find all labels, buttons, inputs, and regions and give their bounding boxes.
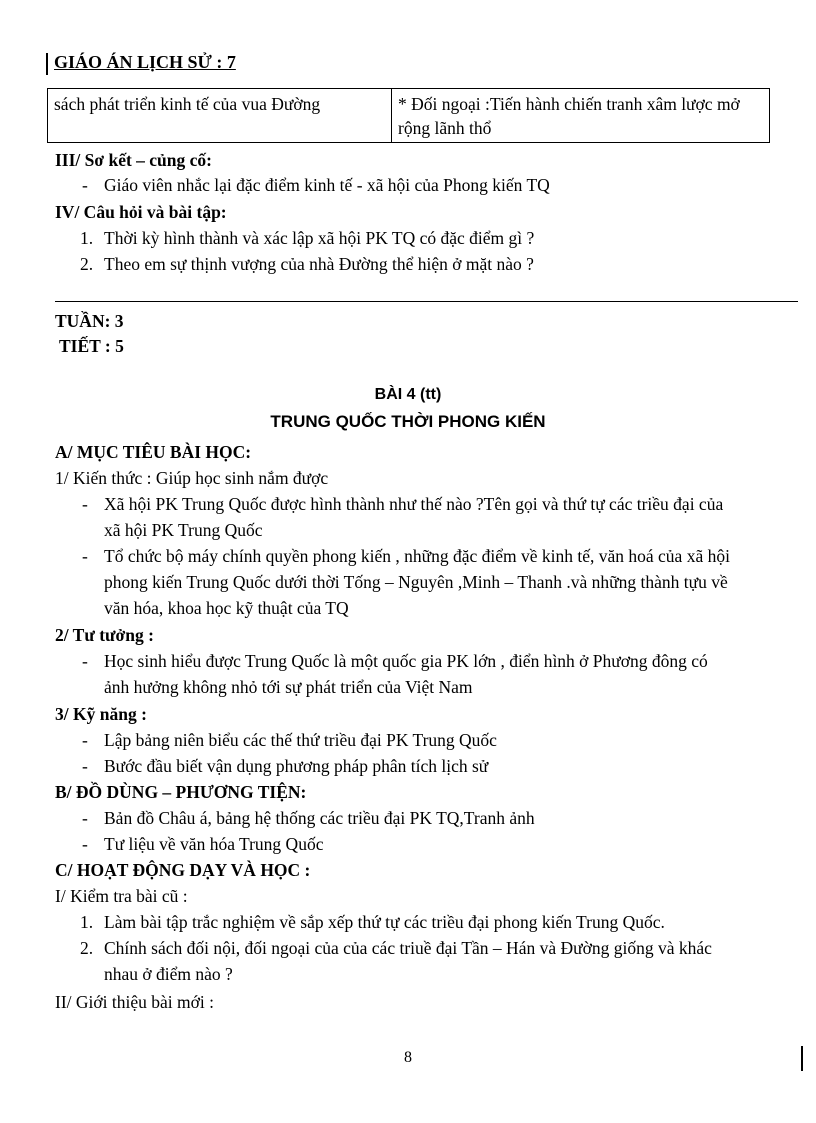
bullet-dash: - xyxy=(82,546,88,566)
section3-item: Giáo viên nhắc lại đặc điểm kinh tế - xã hội của Phong kiến TQ xyxy=(104,175,550,195)
knowledge-item1-line2: xã hội PK Trung Quốc xyxy=(104,520,263,540)
lesson-number: BÀI 4 (tt) xyxy=(374,386,442,403)
thought-title: 2/ Tư tưởng : xyxy=(55,625,154,645)
list-number: 1. xyxy=(80,228,94,248)
section3-title: III/ Sơ kết – củng cố: xyxy=(55,150,212,170)
knowledge-item2-line3: văn hóa, khoa học kỹ thuật của TQ xyxy=(104,598,349,618)
header-margin-bar xyxy=(46,53,48,75)
knowledge-title: 1/ Kiến thức : Giúp học sinh nắm được xyxy=(55,468,329,488)
skills-title: 3/ Kỹ năng : xyxy=(55,704,147,724)
knowledge-item2-line2: phong kiến Trung Quốc dưới thời Tống – Nguyên ,Minh – Thanh .và những thành tựu về xyxy=(104,572,728,592)
list-number: 2. xyxy=(80,254,94,274)
section-divider xyxy=(55,301,798,302)
header-title: GIÁO ÁN LỊCH SỬ : 7 xyxy=(54,52,236,72)
bullet-dash: - xyxy=(82,834,88,854)
thought-item-line2: ảnh hưởng không nhỏ tới sự phát triển của Việt Nam xyxy=(104,677,473,697)
page-number: 8 xyxy=(404,1049,412,1066)
knowledge-item1-line1: Xã hội PK Trung Quốc được hình thành như thế nào ?Tên gọi và thứ tự các triều đại của xyxy=(104,494,724,514)
partC-title: C/ HOẠT ĐỘNG DẠY VÀ HỌC : xyxy=(55,860,311,880)
bullet-dash: - xyxy=(82,808,88,828)
section4-item-1: Thời kỳ hình thành và xác lập xã hội PK TQ có đặc điểm gì ? xyxy=(104,228,535,248)
table-cell-left: sách phát triển kinh tế của vua Đường xyxy=(48,89,392,143)
bullet-dash: - xyxy=(82,730,88,750)
skills-item-2: Bước đầu biết vận dụng phương pháp phân tích lịch sử xyxy=(104,756,489,776)
list-number: 1. xyxy=(80,912,94,932)
section4-item-2: Theo em sự thịnh vượng của nhà Đường thể hiện ở mặt nào ? xyxy=(104,254,534,274)
list-number: 2. xyxy=(80,938,94,958)
bullet-dash: - xyxy=(82,494,88,514)
bullet-dash: - xyxy=(82,756,88,776)
bullet-dash: - xyxy=(82,651,88,671)
footer-margin-bar xyxy=(801,1046,803,1071)
bullet-dash: - xyxy=(82,175,88,195)
skills-item-1: Lập bảng niên biểu các thế thứ triều đại PK Trung Quốc xyxy=(104,730,497,750)
section4-title: IV/ Câu hỏi và bài tập: xyxy=(55,202,227,222)
continuation-table xyxy=(47,88,770,143)
partB-item-2: Tư liệu về văn hóa Trung Quốc xyxy=(104,834,324,854)
lesson-title: TRUNG QUỐC THỜI PHONG KIẾN xyxy=(270,412,546,431)
week-label: TUẦN: 3 xyxy=(55,311,124,331)
review-item-1: Làm bài tập trắc nghiệm về sắp xếp thứ tự các triều đại phong kiến Trung Quốc. xyxy=(104,912,665,932)
review-item-2-line2: nhau ở điểm nào ? xyxy=(104,964,233,984)
partB-title: B/ ĐỒ DÙNG – PHƯƠNG TIỆN: xyxy=(55,782,307,802)
intro-title: II/ Giới thiệu bài mới : xyxy=(55,992,214,1012)
review-item-2-line1: Chính sách đối nội, đối ngoại của của các triuề đại Tần – Hán và Đường giống và khác xyxy=(104,938,712,958)
partA-title: A/ MỤC TIÊU BÀI HỌC: xyxy=(55,442,252,462)
knowledge-item2-line1: Tổ chức bộ máy chính quyền phong kiến , những đặc điểm về kinh tế, văn hoá của xã hội xyxy=(104,546,730,566)
partB-item-1: Bản đồ Châu á, bảng hệ thống các triều đại PK TQ,Tranh ảnh xyxy=(104,808,535,828)
thought-item-line1: Học sinh hiểu được Trung Quốc là một quốc gia PK lớn , điển hình ở Phương đông có xyxy=(104,651,708,671)
period-label: TIẾT : 5 xyxy=(59,336,124,356)
table-cell-right: * Đối ngoại :Tiến hành chiến tranh xâm lược mở rộng lãnh thổ xyxy=(392,89,770,143)
review-title: I/ Kiểm tra bài cũ : xyxy=(55,886,188,906)
